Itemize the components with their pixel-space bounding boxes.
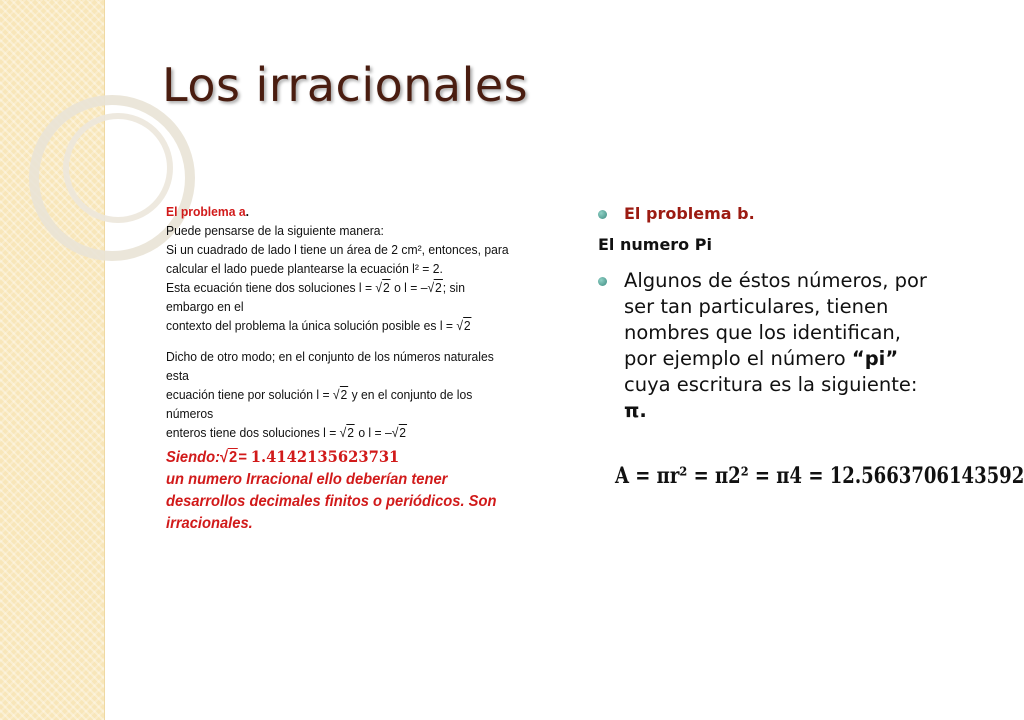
problem-a-line: Esta ecuación tiene dos soluciones l = √2 o l = –√2; sin embargo en el (166, 280, 465, 314)
numero-pi-heading: El numero Pi (598, 235, 712, 254)
bullet-pi-description: Algunos de éstos números, por ser tan particulares, tienen nombres que los identifican, por ejemplo el número “pi” cuya escritura es la siguiente: π. (598, 268, 938, 424)
decorative-side-band (0, 0, 105, 720)
problem-a-heading: El problema a. (166, 204, 249, 219)
pi-area-formula: A = πr² = π2² = π4 = 12.5663706143592 (615, 463, 1024, 489)
conclusion-line: desarrollos decimales finitos o periódicos. Son (166, 493, 497, 510)
siendo-line: Siendo:√2= 1.4142135623731 (166, 447, 400, 466)
problem-a-line: enteros tiene dos soluciones l = √2 o l = –√2 (166, 425, 407, 440)
problem-a-line: ecuación tiene por solución l = √2 y en el conjunto de los números (166, 387, 473, 421)
problem-a-line: calcular el lado puede plantearse la ecuación l² = 2. (166, 261, 443, 276)
bullet-problem-b: El problema b. (598, 204, 938, 223)
problem-a-line: Dicho de otro modo; en el conjunto de los números naturales esta (166, 349, 494, 383)
conclusion-line: un numero Irracional ello deberían tener (166, 471, 448, 488)
bullet-dot-icon (598, 210, 607, 219)
bullet-dot-icon (598, 277, 607, 286)
conclusion-line: irracionales. (166, 515, 253, 532)
problem-a-image (166, 202, 516, 535)
problem-a-line: contexto del problema la única solución posible es l = √2 (166, 318, 471, 333)
problem-b-column (598, 200, 938, 424)
slide-title: Los irracionales (162, 58, 529, 112)
problem-a-line: Si un cuadrado de lado l tiene un área de 2 cm², entonces, para (166, 242, 509, 257)
problem-a-line: Puede pensarse de la siguiente manera: (166, 223, 384, 238)
sqrt2-value: 1.4142135623731 (250, 447, 400, 466)
